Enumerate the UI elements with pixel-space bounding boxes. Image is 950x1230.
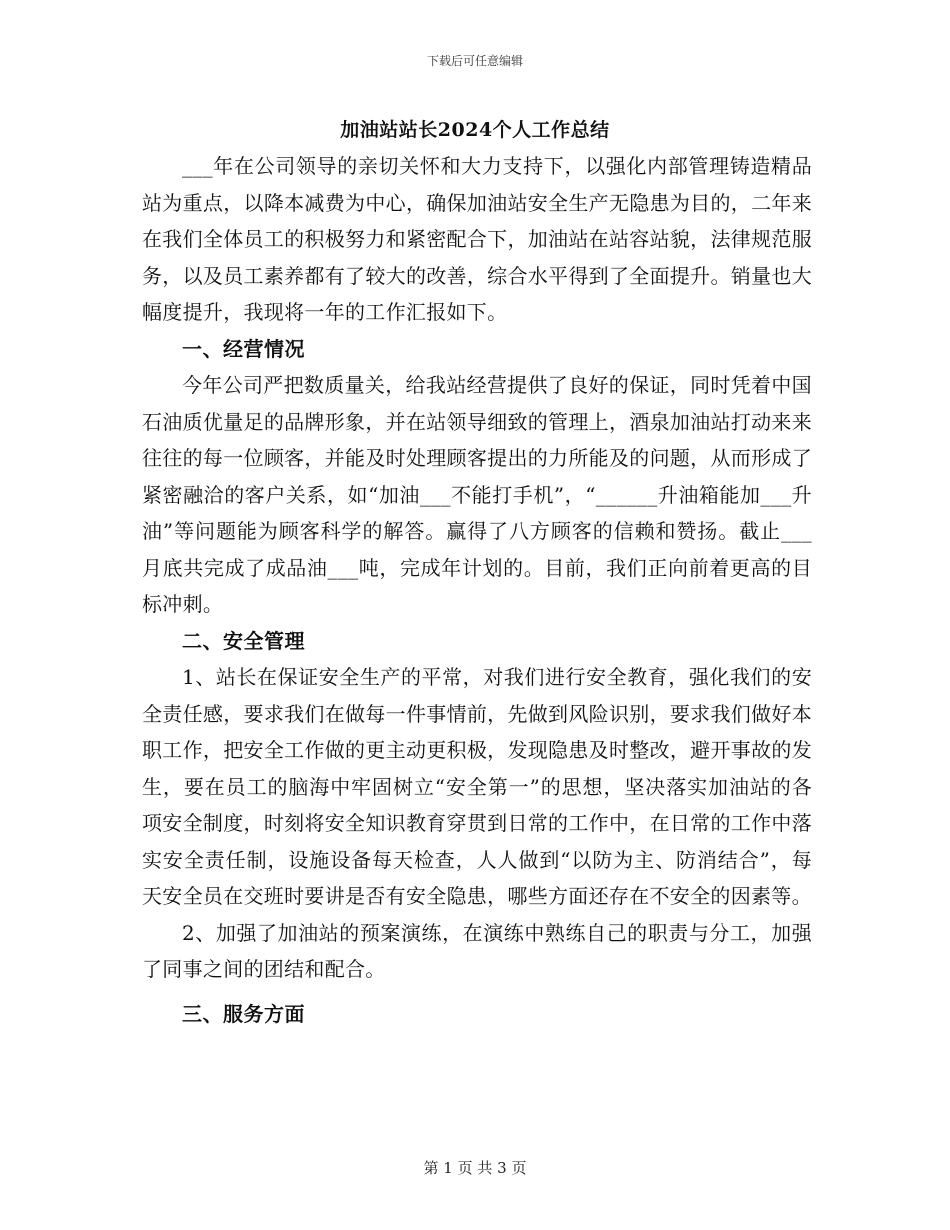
section-heading-safety: 二、安全管理 [182, 628, 305, 653]
section-heading-operations: 一、经营情况 [182, 336, 305, 361]
operations-paragraph: 今年公司严把数质量关，给我站经营提供了良好的保证，同时凭着中国石油质优量足的品牌形象，并在站领导细致的管理上，酒泉加油站打动来来往往的每一位顾客，并能及时处理顾客提出的力所能及的问题，从而形成了紧密融洽的客户关系，如“加油___不能打手机”，“______升油箱能加___升油”等问题能为顾客科学的解答。赢得了八方顾客的信赖和赞扬。截止___月底共完成了成品油___吨，完成年计划的。目前，我们正向前着更高的目标冲刺。 [142, 373, 812, 616]
section-heading-service: 三、服务方面 [182, 1001, 305, 1026]
document-title: 加油站站长2024个人工作总结 [340, 119, 610, 141]
page-footer-number: 第 1 页 共 3 页 [423, 1159, 527, 1177]
intro-paragraph: ___年在公司领导的亲切关怀和大力支持下，以强化内部管理铸造精品站为重点，以降本减费为中心，确保加油站安全生产无隐患为目的，二年来在我们全体员工的积极努力和紧密配合下，加油站在站容站貌，法律规范服务，以及员工素养都有了较大的改善，综合水平得到了全面提升。销量也大幅度提升，我现将一年的工作汇报如下。 [142, 154, 812, 324]
page-header-note: 下载后可任意编辑 [426, 54, 523, 68]
safety-paragraph-2: 2、加强了加油站的预案演练，在演练中熟练自己的职责与分工，加强了同事之间的团结和配合。 [142, 920, 812, 981]
safety-paragraph-1: 1、站长在保证安全生产的平常，对我们进行安全教育，强化我们的安全责任感，要求我们在做每一件事情前，先做到风险识别，要求我们做好本职工作，把安全工作做的更主动更积极，发现隐患及时整改，避开事故的发生，要在员工的脑海中牢固树立“安全第一”的思想，坚决落实加油站的各项安全制度，时刻将安全知识教育穿贯到日常的工作中，在日常的工作中落实安全责任制，设施设备每天检查，人人做到“以防为主、防消结合”，每天安全员在交班时要讲是否有安全隐患，哪些方面还存在不安全的因素等。 [142, 665, 812, 908]
document-body [142, 148, 812, 1032]
